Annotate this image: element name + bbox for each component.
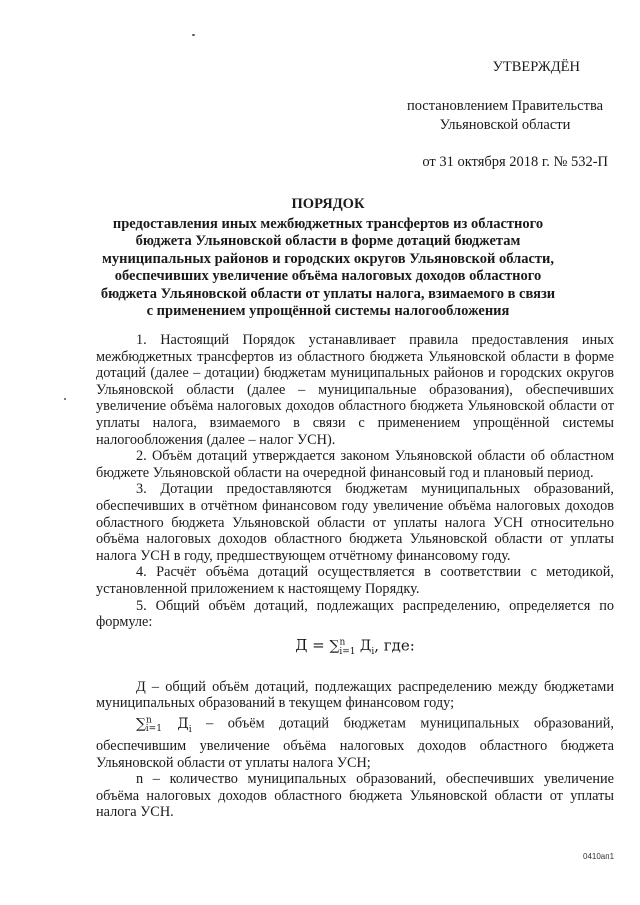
approval-date-number: от 31 октября 2018 г. № 532-П <box>422 154 608 170</box>
footer-code: 0410ап1 <box>583 852 615 861</box>
approval-block <box>400 58 610 172</box>
formula-expression: Д = ∑$^n_{i=1}$ $Д_i$ <box>295 636 375 658</box>
sum-symbol: ∑$^n_{i=1}$ $Д_i$ <box>136 714 192 735</box>
paragraph-4: 4. Расчёт объёма дотаций осуществляется в соответствии с методикой, установленной приложением к настоящему Порядку. <box>96 564 614 597</box>
approved-by-line1: постановлением Правительства <box>406 98 604 114</box>
definition-d: Д – общий объём дотаций, подлежащих распределению между бюджетами муниципальных образований в текущем финансовом году; <box>96 678 614 712</box>
definition-sum <box>96 712 614 771</box>
formula-tail: , где: <box>374 636 415 655</box>
document-body <box>96 332 614 821</box>
document-title <box>100 196 556 321</box>
definition-sum-text: – объём дотаций бюджетам муниципальных образований, обеспечившим увеличение объёма налоговых доходов областного бюджета Ульяновской области от уплаты налога УСН; <box>96 715 614 771</box>
approved-by-line2: Ульяновской области <box>439 117 571 133</box>
paragraph-2: 2. Объём дотаций утверждается законом Ульяновской области об областном бюджете Ульяновской области на очередной финансовый год и плановый период. <box>96 448 614 481</box>
definition-n: n – количество муниципальных образований, обеспечивших увеличение объёма налоговых доходов областного бюджета Ульяновской области от уплаты налога УСН. <box>96 771 614 821</box>
scan-speck <box>64 398 66 400</box>
paragraph-5: 5. Общий объём дотаций, подлежащих распределению, определяется по формуле: <box>96 597 614 631</box>
title-main: ПОРЯДОК <box>291 196 365 212</box>
formula-total <box>96 635 614 661</box>
approved-label: УТВЕРЖДЁН <box>492 59 580 75</box>
title-subtitle: предоставления иных межбюджетных трансфертов из областного бюджета Ульяновской области в форме дотаций бюджетам муниципальных районов и городских округов Ульяновской области, обеспечивших увеличение объёма налоговых доходов областного бюджета Ульяновской области от уплаты налога, взимаемого в связи с применением упрощённой системы налогообложения <box>100 215 556 319</box>
scan-speck <box>192 34 195 36</box>
paragraph-3: 3. Дотации предоставляются бюджетам муниципальных образований, обеспечивших в отчётном финансовом году увеличение объёма налоговых доходов областного бюджета Ульяновской области от уплаты налога УСН относительно объёма налоговых доходов областного бюджета Ульяновской области от уплаты налога УСН в году, предшествующем отчётному финансовому году. <box>96 481 614 564</box>
paragraph-1: 1. Настоящий Порядок устанавливает правила предоставления иных межбюджетных трансфертов из областного бюджета Ульяновской области в форме дотаций (далее – дотации) бюджетам муниципальных районов и городских округов Ульяновской области (далее – муниципальные образования), обеспечивших увеличение объёма налоговых доходов областного бюджета Ульяновской области от уплаты налога, взимаемого в связи с применением упрощённой системы налогообложения (далее – налог УСН). <box>96 332 614 448</box>
